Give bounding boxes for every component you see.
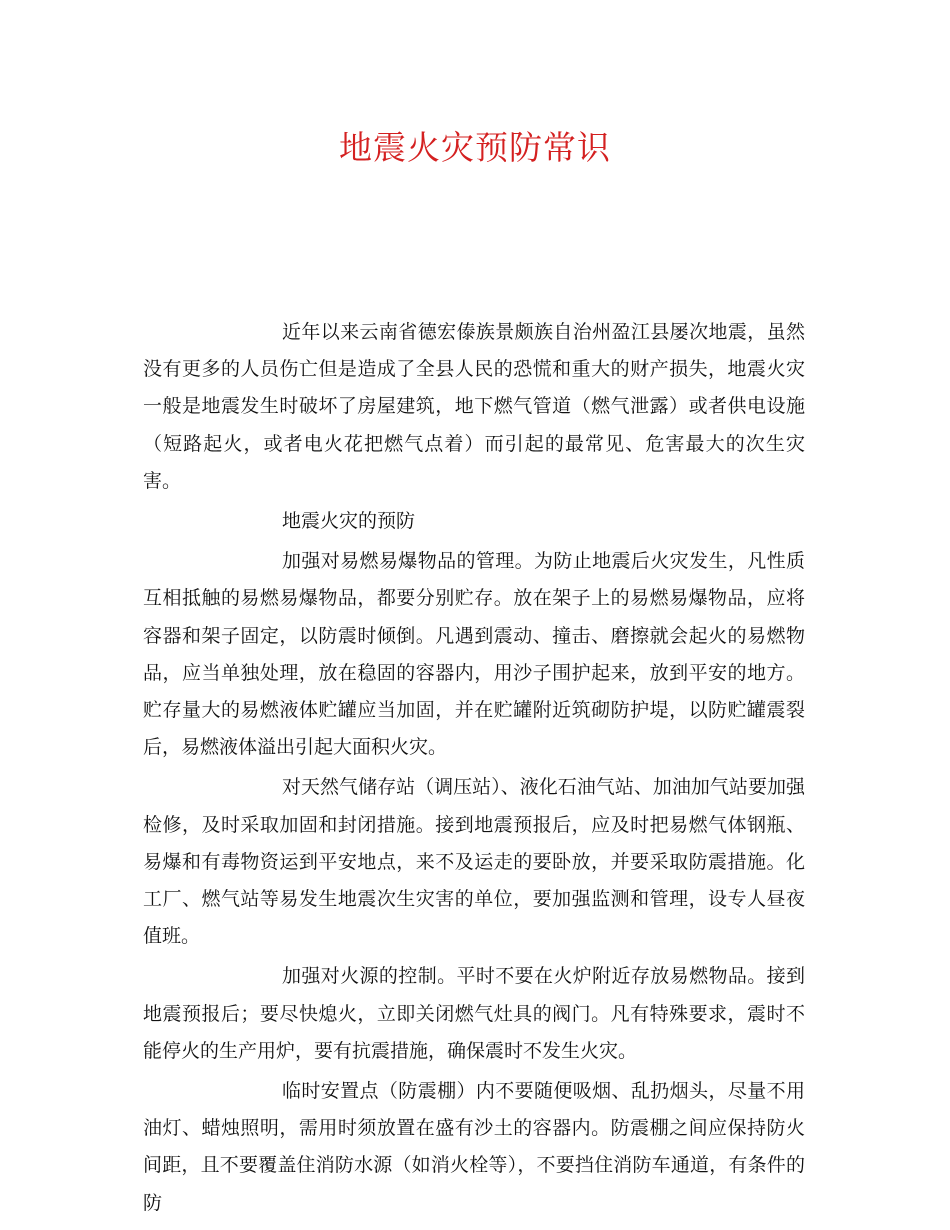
document-body [143, 314, 805, 1222]
paragraph-flammables: 加强对易燃易爆物品的管理。为防止地震后火灾发生，凡性质互相抵触的易燃易爆物品，都要分别贮存。放在架子上的易燃易爆物品，应将容器和架子固定，以防震时倾倒。凡遇到震动、撞击、磨擦就会起火的易燃物品，应当单独处理，放在稳固的容器内，用沙子围护起来，放到平安的地方。贮存量大的易燃液体贮罐应当加固，并在贮罐附近筑砌防护堤，以防贮罐震裂后，易燃液体溢出引起大面积火灾。 [143, 550, 805, 759]
document-title: 地震火灾预防常识 [339, 128, 611, 167]
section-heading: 地震火灾的预防 [282, 510, 416, 533]
paragraph-fire-sources: 加强对火源的控制。平时不要在火炉附近存放易燃物品。接到地震预报后；要尽快熄火，立即关闭燃气灶具的阀门。凡有特殊要求，震时不能停火的生产用炉，要有抗震措施，确保震时不发生火灾。 [143, 965, 805, 1062]
paragraph-intro: 近年以来云南省德宏傣族景颇族自治州盈江县屡次地震，虽然没有更多的人员伤亡但是造成了全县人民的恐慌和重大的财产损失，地震火灾一般是地震发生时破坏了房屋建筑，地下燃气管道（燃气泄露）或者供电设施（短路起火，或者电火花把燃气点着）而引起的最常见、危害最大的次生灾害。 [143, 321, 805, 492]
paragraph-gas-stations: 对天然气储存站（调压站）、液化石油气站、加油加气站要加强检修，及时采取加固和封闭措施。接到地震预报后，应及时把易燃气体钢瓶、易爆和有毒物资运到平安地点，来不及运走的要卧放，并要采取防震措施。化工厂、燃气站等易发生地震次生灾害的单位，要加强监测和管理，设专人昼夜值班。 [143, 776, 805, 948]
paragraph-shelters: 临时安置点（防震棚）内不要随便吸烟、乱扔烟头，尽量不用油灯、蜡烛照明，需用时须放置在盛有沙土的容器内。防震棚之间应保持防火间距，且不要覆盖住消防水源（如消火栓等），不要挡住消防车通道，有条件的防 [143, 1080, 805, 1214]
